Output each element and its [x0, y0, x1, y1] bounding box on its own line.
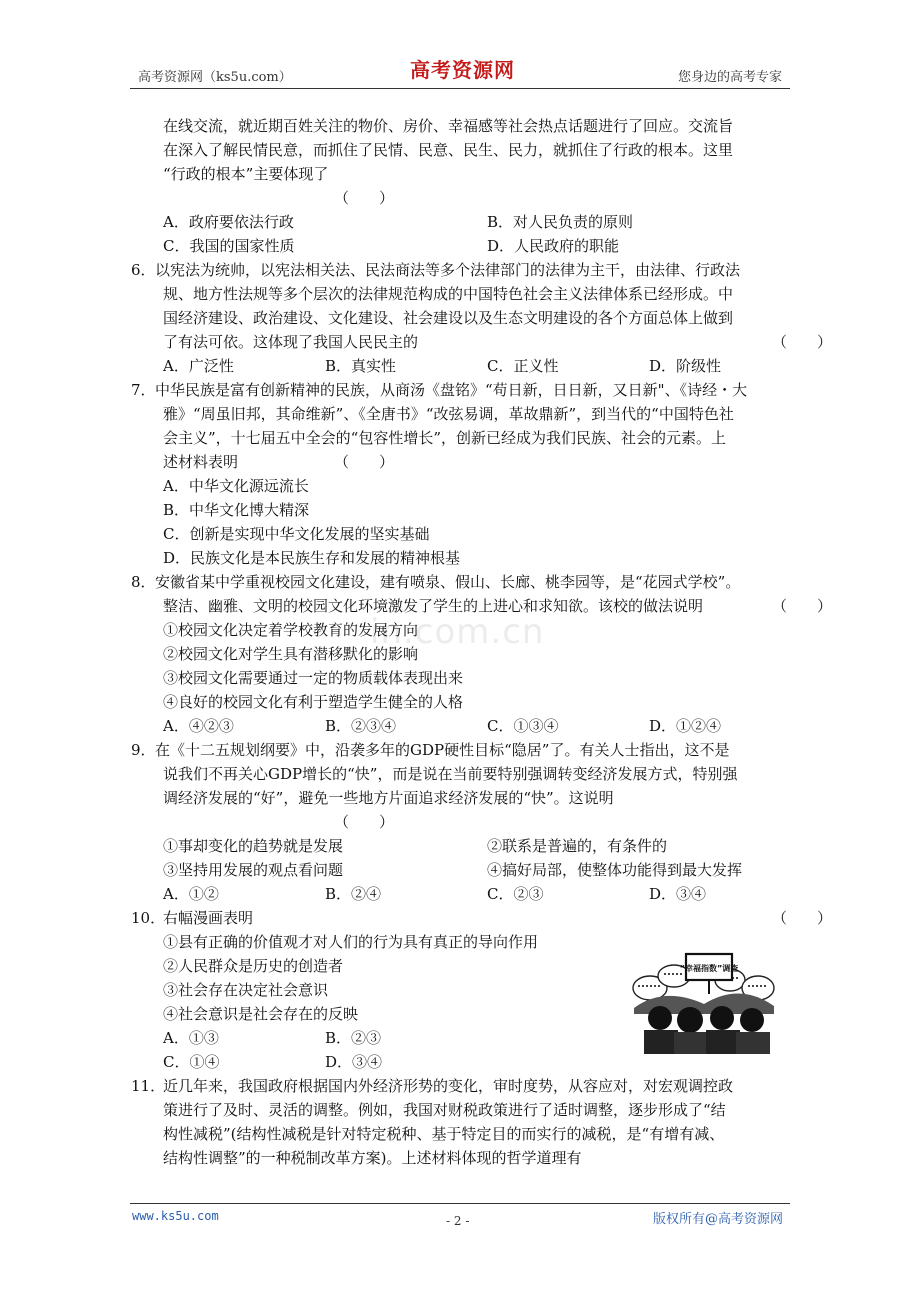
q10-option-b: B．②③	[325, 1029, 382, 1047]
q8-statement-2: ②校园文化对学生具有潜移默化的影响	[163, 645, 419, 663]
q8-option-c: C．①③④	[487, 717, 559, 735]
q9-statement-4: ④搞好局部，使整体功能得到最大发挥	[487, 861, 743, 879]
page-header	[130, 58, 790, 86]
q10-option-c: C．①④	[163, 1053, 220, 1071]
q11-line-4: 结构性调整”的一种税制改革方案)。上述材料体现的哲学道理有	[163, 1149, 582, 1167]
q11-number: 11．	[131, 1077, 166, 1095]
q8-line-2: 整洁、幽雅、文明的校园文化环境激发了学生的上进心和求知欲。该校的做法说明	[163, 597, 704, 615]
q5-option-a: A．政府要依法行政	[163, 213, 294, 231]
watermark: in.com.cn	[370, 612, 545, 652]
q8-statement-3: ③校园文化需要通过一定的物质载体表现出来	[163, 669, 464, 687]
q9-option-b: B．②④	[325, 885, 382, 903]
q9-statement-2: ②联系是普遍的，有条件的	[487, 837, 668, 855]
q7-line-1: 中华民族是富有创新精神的民族，从商汤《盘铭》“苟日新，日日新，又日新"、《诗经・大	[155, 381, 748, 399]
q8-option-a: A．④②③	[163, 717, 234, 735]
q6-option-d: D．阶级性	[649, 357, 722, 375]
header-divider	[130, 88, 790, 89]
q9-option-c: C．②③	[487, 885, 544, 903]
footer-divider	[130, 1203, 790, 1204]
header-site-name: 高考资源网（ks5u.com）	[138, 70, 292, 85]
q7-line-2: 雅》“周虽旧邦，其命维新”、《全唐书》“改弦易调，革故鼎新”，到当代的“中国特色社	[163, 405, 734, 423]
q6-line-2: 规、地方性法规等多个层次的法律规范构成的中国特色社会主义法律体系已经形成。中	[163, 285, 734, 303]
q6-line-3: 国经济建设、政治建设、文化建设、社会建设以及生态文明建设的各个方面总体上做到	[163, 309, 734, 327]
q10-number: 10．	[131, 909, 166, 927]
q7-answer-paren: （ ）	[334, 453, 395, 471]
q9-statement-3: ③坚持用发展的观点看问题	[163, 861, 344, 879]
q9-line-2: 说我们不再关心GDP增长的“快”，而是说在当前要特别强调转变经济发展方式，特别强	[163, 765, 738, 783]
q7-option-a: A．中华文化源远流长	[163, 477, 309, 495]
q9-option-d: D．③④	[649, 885, 707, 903]
q11-line-3: 构性减税”(结构性减税是针对特定税种、基于特定目的而实行的减税，是“有增有减、	[163, 1125, 725, 1143]
q11-line-1: 近几年来，我国政府根据国内外经济形势的变化，审时度势，从容应对，对宏观调控政	[163, 1077, 734, 1095]
q7-option-b: B．中华文化博大精深	[163, 501, 310, 519]
q7-option-c: C．创新是实现中华文化发展的坚实基础	[163, 525, 430, 543]
q8-option-d: D．①②④	[649, 717, 722, 735]
q8-statement-4: ④良好的校园文化有利于塑造学生健全的人格	[163, 693, 464, 711]
q11-line-2: 策进行了及时、灵活的调整。例如，我国对财税政策进行了适时调整，逐步形成了“结	[163, 1101, 726, 1119]
cartoon-illustration	[630, 948, 778, 1054]
q10-statement-3: ③社会存在决定社会意识	[163, 981, 329, 999]
q9-option-a: A．①②	[163, 885, 219, 903]
q5-answer-paren: （ ）	[334, 189, 395, 207]
q5-option-c: C．我国的国家性质	[163, 237, 295, 255]
q10-statement-1: ①县有正确的价值观才对人们的行为具有真正的导向作用	[163, 933, 539, 951]
footer-copyright: 版权所有@高考资源网	[652, 1212, 783, 1227]
q9-number: 9．	[131, 741, 156, 759]
q5-option-d: D．人民政府的职能	[487, 237, 620, 255]
q5-option-b: B．对人民负责的原则	[487, 213, 634, 231]
q6-option-a: A．广泛性	[163, 357, 234, 375]
q10-option-a: A．①③	[163, 1029, 219, 1047]
q5-line-2: 在深入了解民情民意，而抓住了民情、民意、民生、民力，就抓住了行政的根本。这里	[163, 141, 734, 159]
q7-number: 7．	[131, 381, 156, 399]
q7-line-3: 会主义”，十七届五中全会的“包容性增长”，创新已经成为我们民族、社会的元素。上	[163, 429, 727, 447]
footer-url: www.ks5u.com	[132, 1209, 219, 1223]
q10-line-1: 右幅漫画表明	[163, 909, 254, 927]
q7-line-4: 述材料表明	[163, 453, 239, 471]
q8-number: 8．	[131, 573, 156, 591]
q9-line-3: 调经济发展的“好”，避免一些地方片面追求经济发展的“快”。这说明	[163, 789, 614, 807]
q6-answer-paren: （ ）	[772, 333, 833, 351]
q9-answer-paren: （ ）	[334, 813, 395, 831]
q6-option-b: B．真实性	[325, 357, 397, 375]
q6-option-c: C．正义性	[487, 357, 559, 375]
q6-line-1: 以宪法为统帅，以宪法相关法、民法商法等多个法律部门的法律为主干，由法律、行政法	[155, 261, 741, 279]
q10-statement-4: ④社会意识是社会存在的反映	[163, 1005, 359, 1023]
header-logo: 高考资源网	[410, 58, 515, 82]
page-number: - 2 -	[446, 1214, 470, 1228]
q10-answer-paren: （ ）	[772, 909, 833, 927]
q6-line-4: 了有法可依。这体现了我国人民民主的	[163, 333, 419, 351]
q10-statement-2: ②人民群众是历史的创造者	[163, 957, 344, 975]
q6-number: 6．	[131, 261, 156, 279]
header-slogan: 您身边的高考专家	[677, 70, 782, 85]
q5-line-3: “行政的根本”主要体现了	[163, 165, 329, 183]
q8-statement-1: ①校园文化决定着学校教育的发展方向	[163, 621, 419, 639]
q10-option-d: D．③④	[325, 1053, 383, 1071]
q5-line-1: 在线交流，就近期百姓关注的物价、房价、幸福感等社会热点话题进行了回应。交流旨	[163, 117, 734, 135]
q9-line-1: 在《十二五规划纲要》中，沿袭多年的GDP硬性目标“隐居”了。有关人士指出，这不是	[155, 741, 730, 759]
q8-option-b: B．②③④	[325, 717, 397, 735]
cartoon-sign-text: “幸福指数”调查	[679, 964, 739, 973]
q8-line-1: 安徽省某中学重视校园文化建设，建有喷泉、假山、长廊、桃李园等，是“花园式学校”。	[155, 573, 741, 591]
q7-option-d: D．民族文化是本民族生存和发展的精神根基	[163, 549, 461, 567]
q9-statement-1: ①事却变化的趋势就是发展	[163, 837, 344, 855]
q8-answer-paren: （ ）	[772, 597, 833, 615]
